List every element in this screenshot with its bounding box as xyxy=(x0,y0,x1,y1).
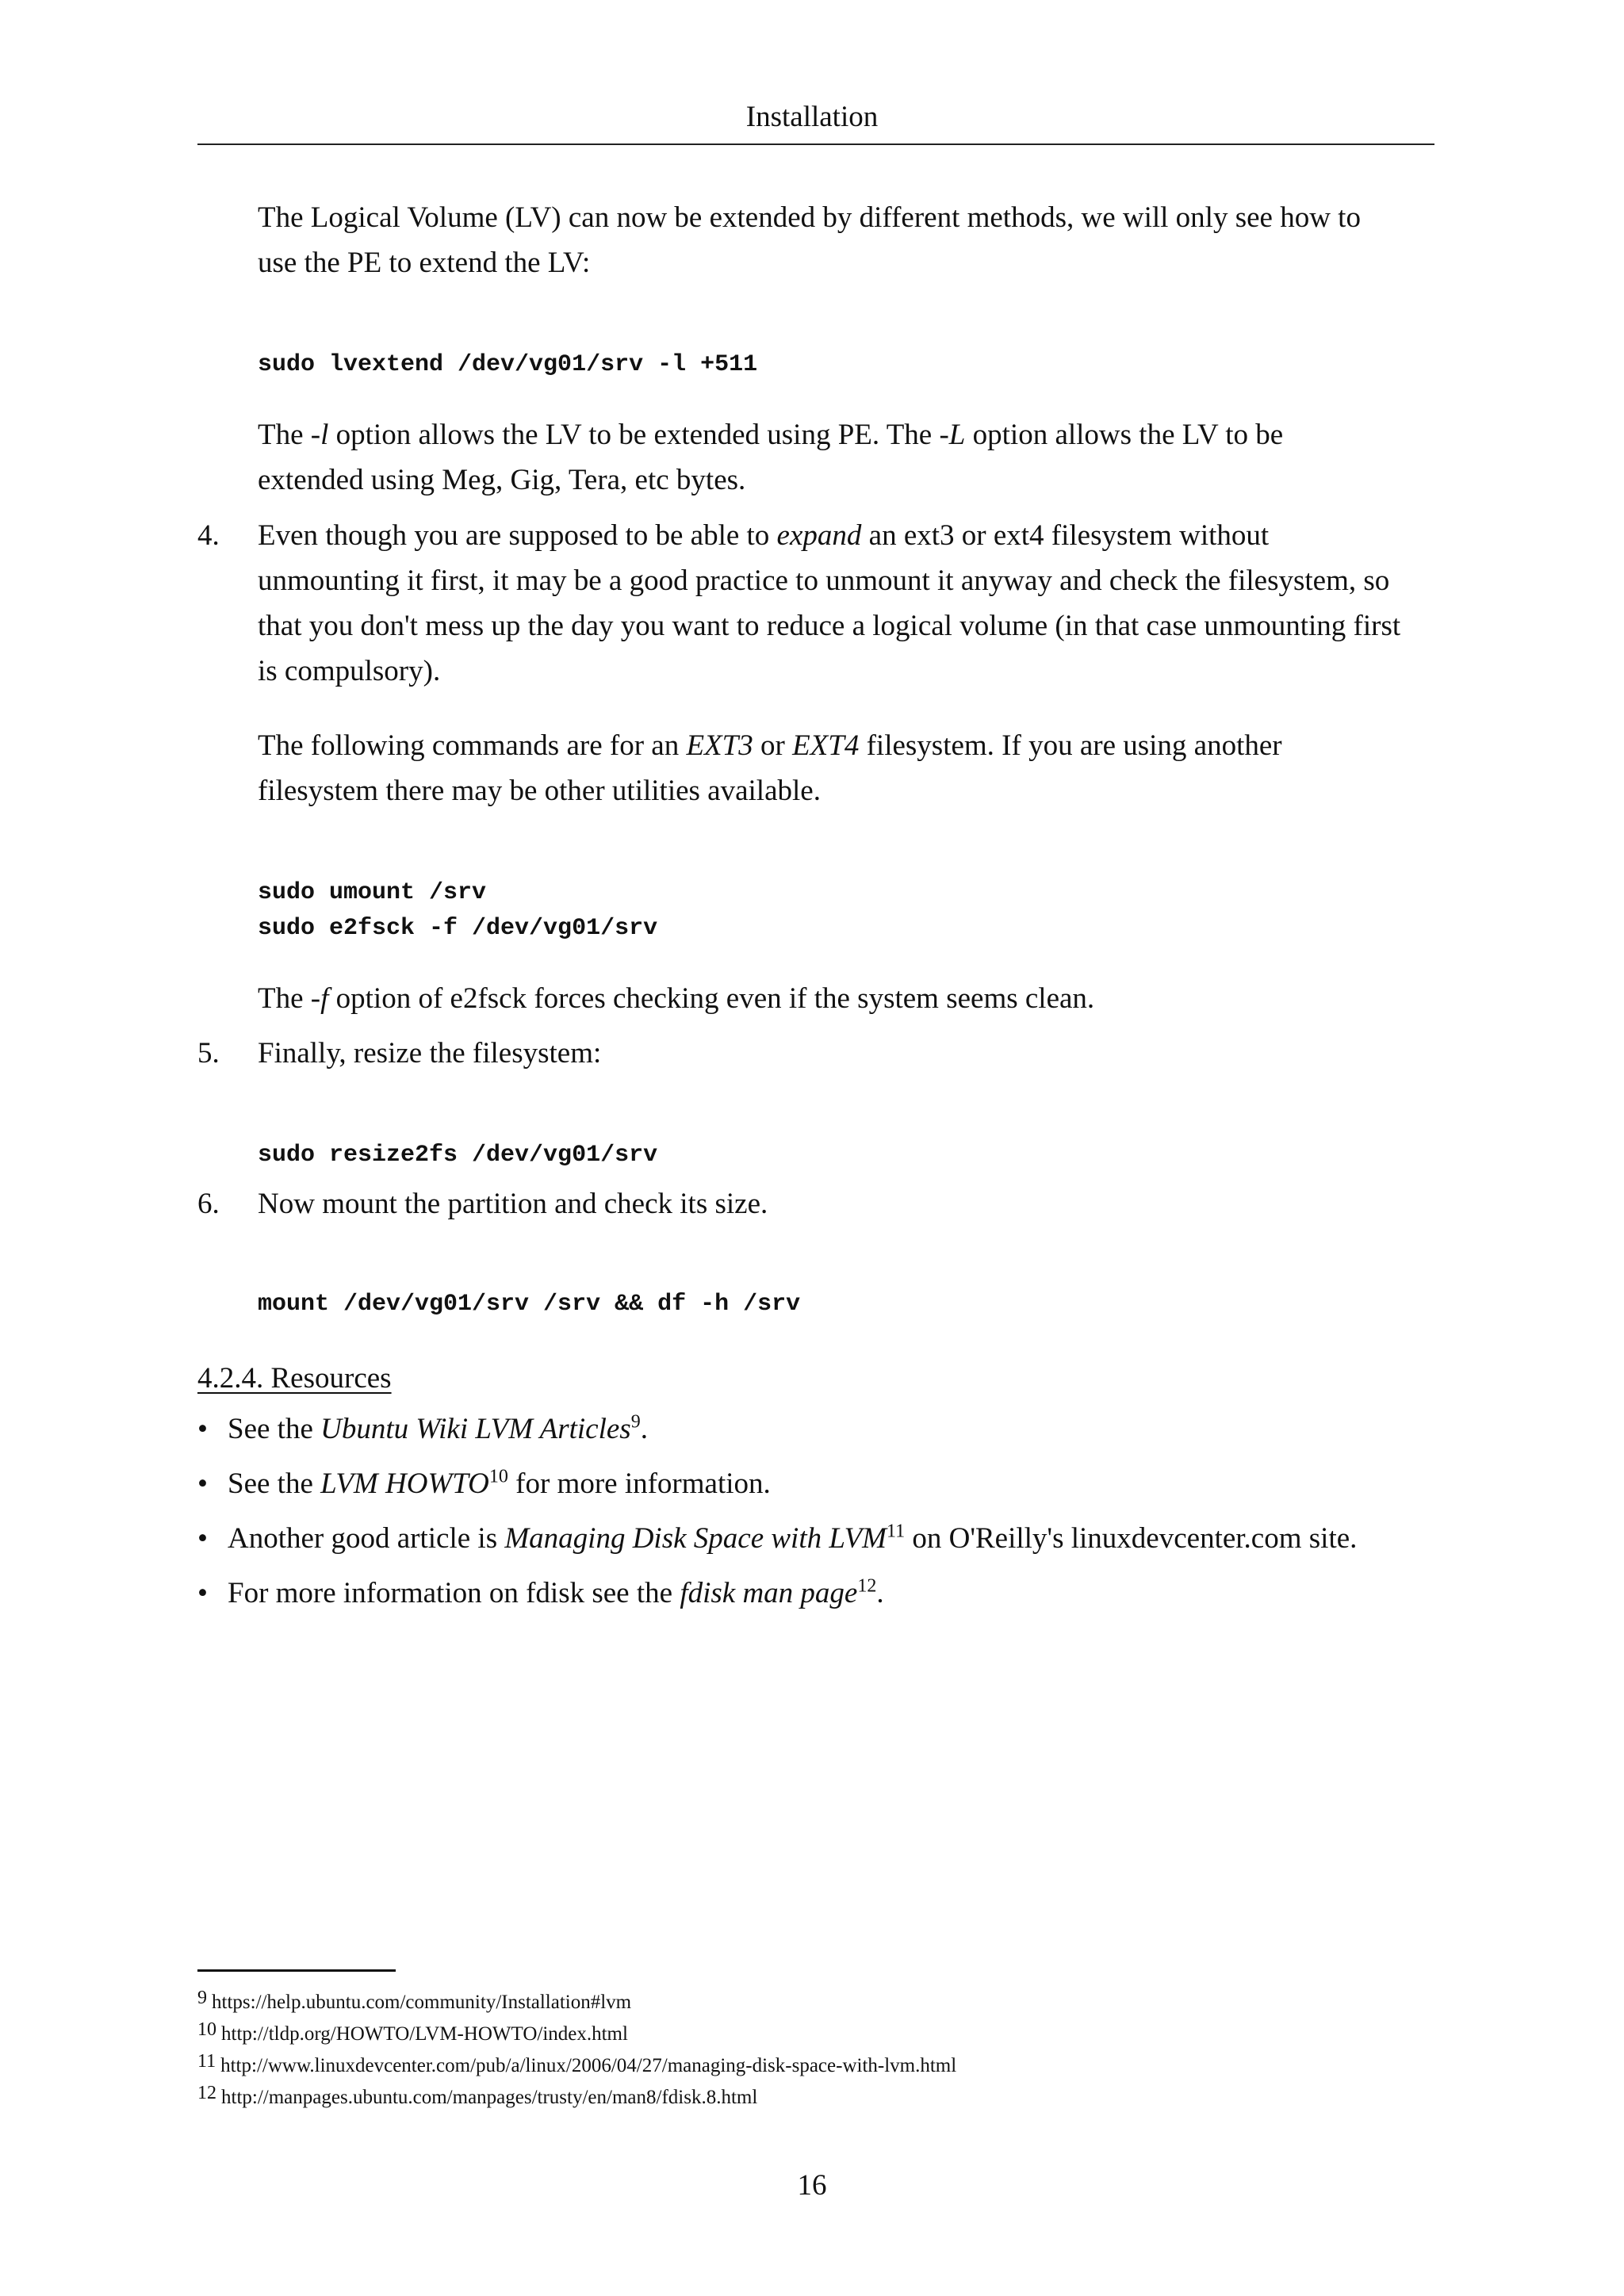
list-item xyxy=(197,1461,1450,1516)
step-4-text-2: an ext3 or ext4 filesystem without xyxy=(861,519,1270,552)
footnote-ref-10[interactable]: 10 xyxy=(488,1466,508,1487)
footnote-url[interactable]: http://www.linuxdevcenter.com/pub/a/linux/2006/04/27/managing-disk-space-with-lvm.html xyxy=(220,2055,957,2076)
resource-text: See the xyxy=(228,1413,321,1445)
option-note-line-2: extended using Meg, Gig, Tera, etc bytes. xyxy=(258,464,746,496)
footnote-rule xyxy=(197,1969,396,1972)
footnote-number: 9 xyxy=(197,1988,207,2008)
ext3-term: EXT3 xyxy=(686,729,753,762)
option-L-term: -L xyxy=(939,419,966,451)
resource-link-fdisk-man-page[interactable]: fdisk man page xyxy=(680,1577,858,1609)
footnote-url[interactable]: http://manpages.ubuntu.com/manpages/trusty/en/man8/fdisk.8.html xyxy=(221,2087,758,2108)
footnote-ref-12[interactable]: 12 xyxy=(857,1575,877,1597)
footnote-number: 10 xyxy=(197,2019,216,2040)
fs-note-text-3: filesystem. If you are using another xyxy=(859,729,1282,762)
footnote-item xyxy=(197,1982,1434,2014)
step-6-paragraph: Now mount the partition and check its size. xyxy=(258,1188,768,1220)
resource-link-managing-disk-space[interactable]: Managing Disk Space with LVM xyxy=(504,1522,887,1555)
bullet-icon: • xyxy=(197,1522,208,1555)
option-f-term: -f xyxy=(310,982,329,1015)
step-4-line-2: unmounting it first, it may be a good practice to unmount it anyway and check the filesystem, so xyxy=(258,564,1390,597)
fs-note-line-2: filesystem there may be other utilities available. xyxy=(258,775,821,807)
header-rule xyxy=(197,144,1434,145)
fs-note-paragraph xyxy=(258,723,1447,813)
step-4-line-3: that you don't mess up the day you want to reduce a logical volume (in that case unmounting first xyxy=(258,610,1401,642)
resources-list xyxy=(197,1406,1450,1625)
step-4-line-1 xyxy=(258,513,1447,558)
resource-link-lvm-howto[interactable]: LVM HOWTO xyxy=(320,1468,489,1500)
resource-text: Another good article is xyxy=(228,1522,505,1555)
e2fsck-note-line xyxy=(258,976,1447,1021)
option-l-term: -l xyxy=(310,419,329,451)
footnotes-list xyxy=(197,1982,1434,2109)
step-5-number: 5. xyxy=(197,1037,220,1070)
resource-text-after: . xyxy=(640,1413,648,1445)
resource-text-after: on O'Reilly's linuxdevcenter.com site. xyxy=(905,1522,1358,1555)
resource-text: See the xyxy=(228,1468,321,1500)
expand-term: expand xyxy=(776,519,862,552)
intro-line-2: use the PE to extend the LV: xyxy=(258,247,591,279)
step-4-number: 4. xyxy=(197,519,220,552)
e2fsck-note-paragraph xyxy=(258,976,1447,1021)
bullet-icon: • xyxy=(197,1413,208,1445)
fs-note-text-1: The following commands are for an xyxy=(258,729,687,762)
e2fsck-note-text-1: The xyxy=(258,982,311,1015)
resource-text-after: . xyxy=(876,1577,884,1609)
list-item xyxy=(197,1516,1450,1571)
code-resize2fs: sudo resize2fs /dev/vg01/srv xyxy=(258,1142,658,1169)
fs-note-text-2: or xyxy=(753,729,793,762)
intro-line-1: The Logical Volume (LV) can now be extended by different methods, we will only see how to xyxy=(258,201,1361,234)
resource-link-ubuntu-wiki[interactable]: Ubuntu Wiki LVM Articles xyxy=(320,1413,631,1445)
code-mount: mount /dev/vg01/srv /srv && df -h /srv xyxy=(258,1291,801,1318)
option-note-text-2: option allows the LV to be extended using PE. The xyxy=(328,419,940,451)
footnote-ref-11[interactable]: 11 xyxy=(887,1521,906,1542)
footnote-number: 11 xyxy=(197,2051,216,2072)
intro-paragraph xyxy=(258,195,1447,285)
step-6-number: 6. xyxy=(197,1188,220,1220)
option-note-text-3: option allows the LV to be xyxy=(965,419,1284,451)
resources-heading[interactable]: 4.2.4. Resources xyxy=(197,1362,392,1395)
code-umount: sudo umount /srv xyxy=(258,879,487,906)
list-item xyxy=(197,1571,1450,1625)
step-4-text-1: Even though you are supposed to be able to xyxy=(258,519,777,552)
step-5-paragraph: Finally, resize the filesystem: xyxy=(258,1037,602,1070)
footnote-item xyxy=(197,2077,1434,2109)
step-4-line-4: is compulsory). xyxy=(258,655,441,687)
footnote-item xyxy=(197,2045,1434,2077)
resource-text: For more information on fdisk see the xyxy=(228,1577,680,1609)
fs-note-line-1 xyxy=(258,723,1447,768)
option-note-line-1 xyxy=(258,412,1447,457)
page-number: 16 xyxy=(797,2169,827,2202)
ext4-term: EXT4 xyxy=(792,729,860,762)
bullet-icon: • xyxy=(197,1577,208,1609)
footnote-url[interactable]: http://tldp.org/HOWTO/LVM-HOWTO/index.html xyxy=(221,2023,628,2045)
footnote-number: 12 xyxy=(197,2083,216,2103)
footnote-item xyxy=(197,2014,1434,2045)
resource-text-after: for more information. xyxy=(508,1468,771,1500)
bullet-icon: • xyxy=(197,1468,208,1500)
list-item xyxy=(197,1406,1450,1461)
option-note-paragraph xyxy=(258,412,1447,503)
footnote-ref-9[interactable]: 9 xyxy=(630,1411,641,1433)
code-lvextend: sudo lvextend /dev/vg01/srv -l +511 xyxy=(258,351,758,378)
e2fsck-note-text-2: option of e2fsck forces checking even if the system seems clean. xyxy=(328,982,1095,1015)
option-note-text-1: The xyxy=(258,419,311,451)
step-4-paragraph xyxy=(258,513,1447,694)
footnote-url[interactable]: https://help.ubuntu.com/community/Installation#lvm xyxy=(212,1992,632,2013)
code-e2fsck: sudo e2fsck -f /dev/vg01/srv xyxy=(258,915,658,942)
running-header: Installation xyxy=(745,101,879,133)
